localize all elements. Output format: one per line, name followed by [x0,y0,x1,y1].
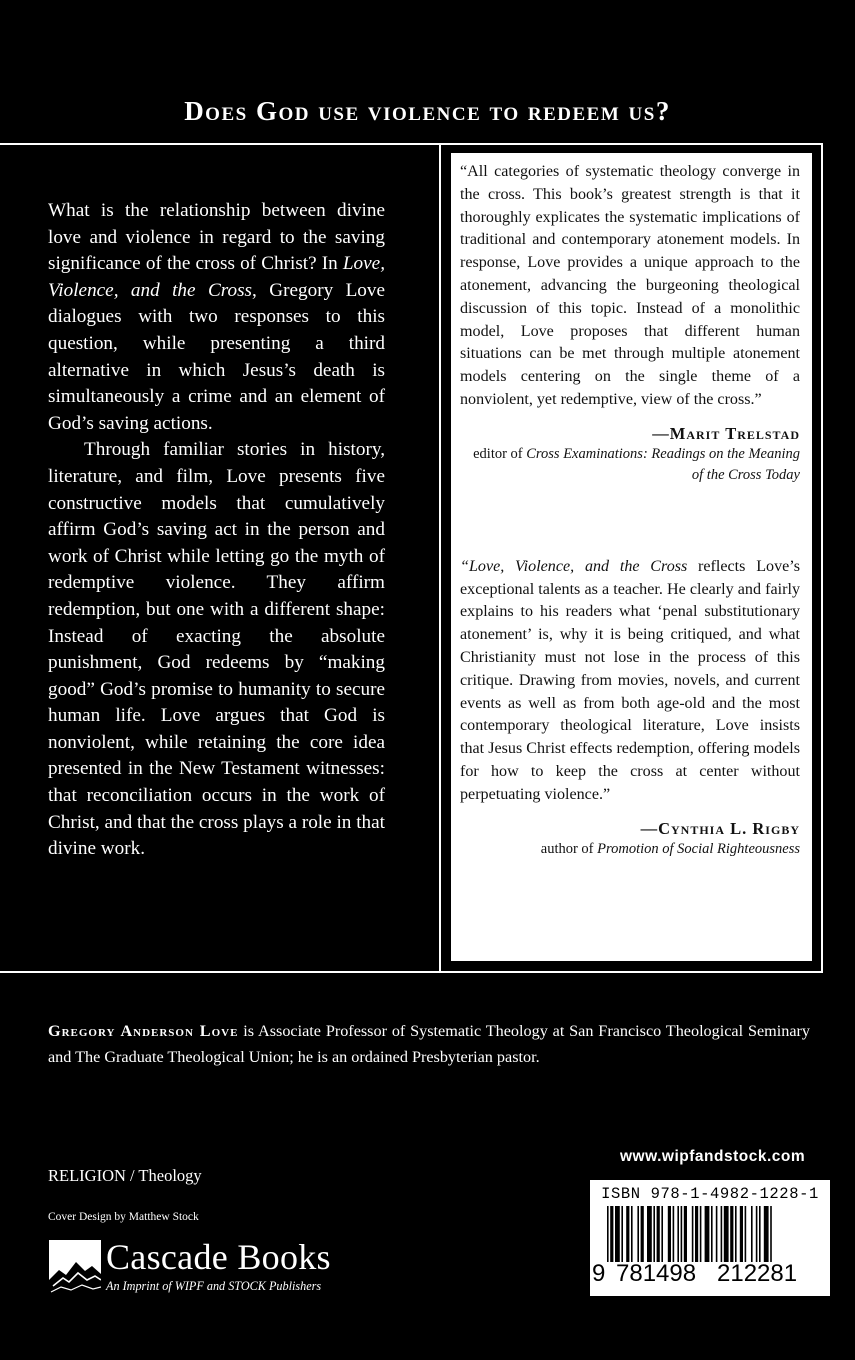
endorsements-panel [451,153,812,961]
barcode-bars [607,1206,821,1262]
barcode-bar [631,1206,633,1262]
description-paragraph-2: Through familiar stories in history, literature, and film, Love presents five constructive models that cumulatively affirm God’s saving act in the person and work of Christ while letting go the myth of redemptive violence. They affirm redemption, but one with a different shape: Instead of exacting the absolute punishment, God redeems by “making good” God’s promise to humanity to secure human life. Love argues that God is nonviolent, while retaining the core idea presented in the New Testament witnesses: that reconciliation occurs in the work of Christ, and that the cross plays a role in that divine work. [48,439,385,860]
barcode-bar [721,1206,723,1262]
barcode-bar [684,1206,687,1262]
barcode-bar [695,1206,698,1262]
barcode-bar [735,1206,737,1262]
back-cover-headline: Does God use violence to redeem us? [184,96,671,126]
barcode-bar [730,1206,733,1262]
barcode-bar [657,1206,660,1262]
barcode-bar [700,1206,702,1262]
cover-design-credit: Cover Design by Matthew Stock [48,1211,199,1223]
publisher-website: www.wipfandstock.com [620,1148,806,1165]
barcode-bar [740,1206,743,1262]
barcode-bar [745,1206,747,1262]
barcode-bar [637,1206,639,1262]
book-description [48,198,385,863]
endorser-role: author of Promotion of Social Righteousness [540,840,800,857]
barcode-bar [673,1206,675,1262]
barcode-bar [607,1206,609,1262]
barcode-bar [751,1206,753,1262]
endorsement-quote: “All categories of systematic theology converge in the cross. This book’s greatest strength is that it thoroughly explicates the systematic implications of traditional and contemporary atonement models. In response, Love provides a unique approach to the atonement, advancing the burgeoning theological discussion of this topic. Instead of a monolithic model, Love proposes that different human situations can be met through multiple atonement models centering on the single theme of a nonviolent, yet redemptive, view of the cross.” [460,163,800,408]
barcode-bar [705,1206,710,1262]
barcode-bar [661,1206,663,1262]
publisher-imprint: An Imprint of WIPF and STOCK Publishers [106,1279,322,1293]
book-title-reference: Love, Violence, and the Cross [48,253,385,301]
barcode-bar [770,1206,772,1262]
barcode-bar [756,1206,758,1262]
barcode-bar [764,1206,769,1262]
barcode-bar [677,1206,679,1262]
barcode-bar [711,1206,713,1262]
publisher-logo [49,1237,369,1306]
endorser-role: editor of Cross Examinations: Readings on the Meaning of the Cross Today [473,445,800,483]
description-paragraph-1: What is the relationship between divine love and violence in regard to the saving significance of the cross of Christ? In Love, Violence, and the Cross, Gregory Love dialogues with two responses to this question, while presenting a third alternative in which Jesus’s death is simultaneously a crime and an element of God’s saving actions. [48,200,386,434]
barcode-bar [615,1206,620,1262]
bisac-category: RELIGION / Theology [48,1166,202,1185]
barcode-bar [647,1206,652,1262]
author-name: Gregory Anderson Love [48,1022,239,1040]
mountain-logo-icon [49,1240,101,1296]
barcode-bar [724,1206,729,1262]
frame-divider [439,143,441,973]
publisher-name: Cascade Books [106,1237,331,1277]
author-bio: Gregory Anderson Love is Associate Professor of Systematic Theology at San Francisco Theological Seminary and The Graduate Theological Union; he is an ordained Presbyterian pastor. [48,1022,811,1066]
endorser-name: —Marit Trelstad [652,423,800,443]
endorser-name: —Cynthia L. Rigby [640,818,800,838]
endorsement-quote: “Love, Violence, and the Cross reflects Love’s exceptional talents as a teacher. He clearly and fairly explains to his readers what ‘penal substitutionary atonement’ is, why it is being critiqued, and what Christianity must not lose in the process of this critique. Drawing from movies, novels, and current events as well as from both age-old and the most contemporary theological literature, Love insists that Jesus Christ effects redemption, offering models for how to keep the cross at center without perpetuating violence.” [460,557,800,803]
barcode-bar [641,1206,644,1262]
barcode-bar [681,1206,683,1262]
barcode-bar [653,1206,655,1262]
barcode-bar [610,1206,613,1262]
isbn-label: ISBN 978-1-4982-1228-1 [601,1185,819,1203]
barcode-bar [716,1206,718,1262]
isbn-barcode: ISBN 978-1-4982-1228-1 9 781498 212281 [590,1180,830,1296]
barcode-bar [668,1206,671,1262]
barcode-bar [626,1206,629,1262]
barcode-bar [621,1206,623,1262]
barcode-bar [692,1206,694,1262]
barcode-bar [759,1206,761,1262]
